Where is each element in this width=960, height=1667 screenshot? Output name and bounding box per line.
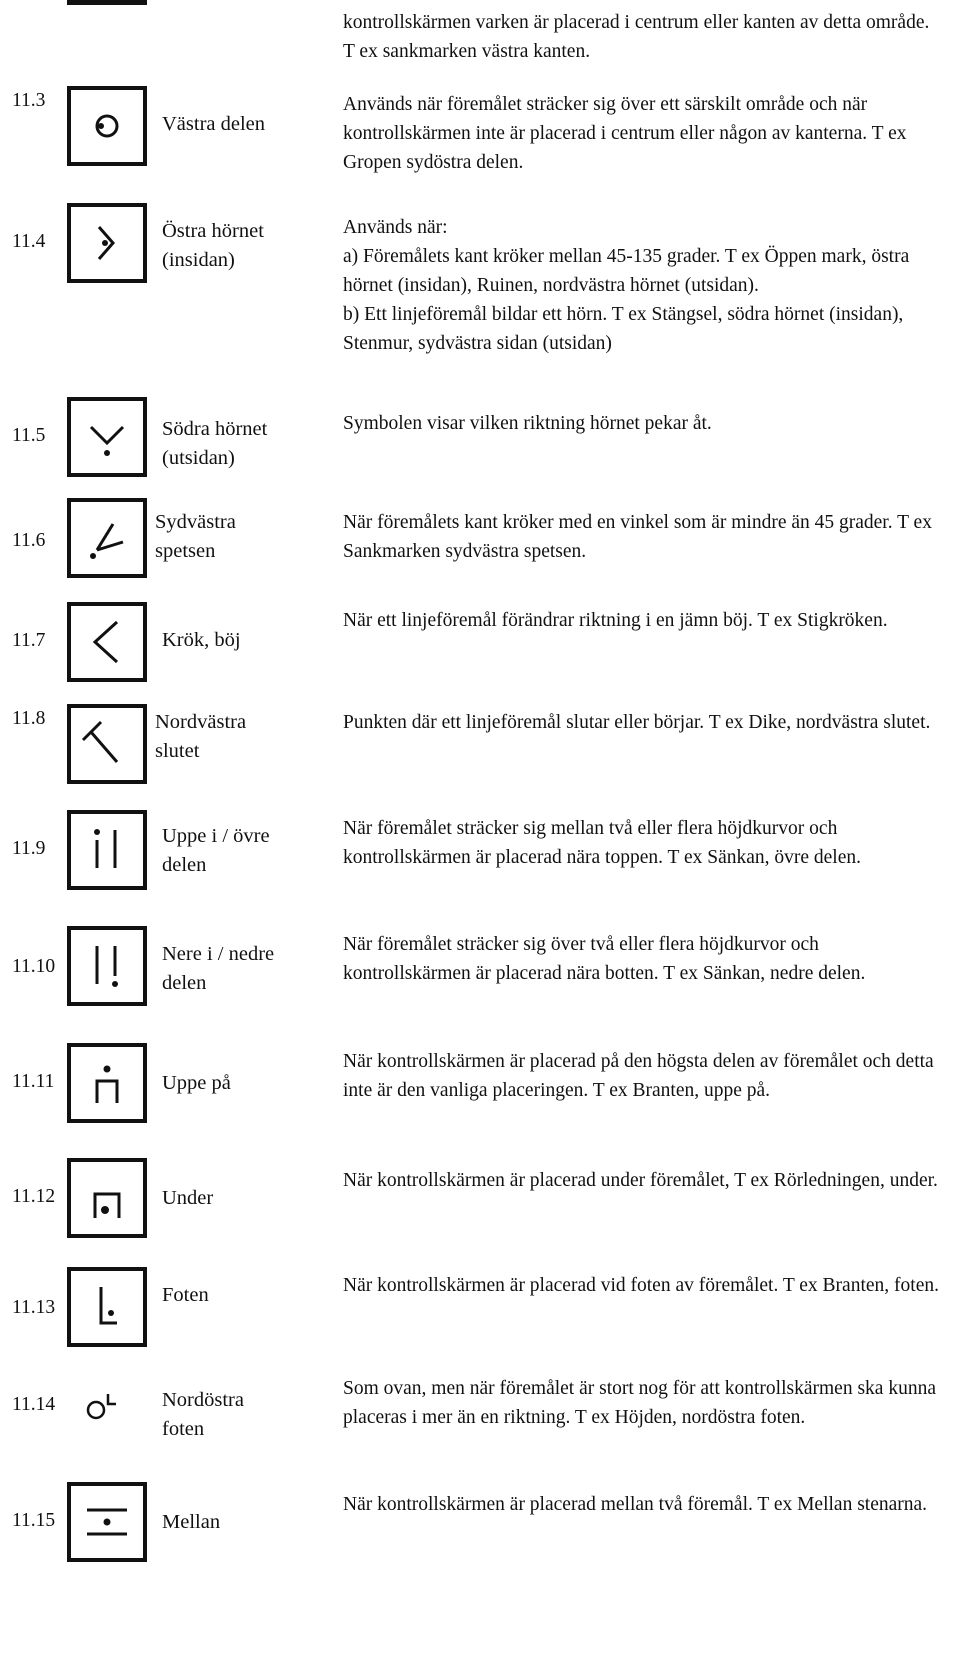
- symbol-description: När kontrollskärmen är placerad under föremålet, T ex Rörledningen, under.: [343, 1170, 938, 1191]
- symbol-number: 11.6: [12, 530, 46, 551]
- south-corner-outside-icon: [67, 397, 147, 477]
- symbol-name: Krök, böj: [162, 629, 241, 651]
- symbol-description: När kontrollskärmen är placerad mellan två föremål. T ex Mellan stenarna.: [343, 1494, 928, 1515]
- symbol-name: Nordvästra slutet: [155, 711, 247, 762]
- west-part-icon: [67, 86, 147, 166]
- symbol-number: 11.9: [12, 838, 46, 859]
- symbol-name: Nordöstra foten: [162, 1389, 244, 1440]
- symbol-number: 11.14: [12, 1394, 56, 1415]
- symbol-number: 11.5: [12, 425, 46, 446]
- symbol-description: Punkten där ett linjeföremål slutar eller börjar. T ex Dike, nordvästra slutet.: [343, 712, 931, 733]
- symbol-description: När föremålet sträcker sig över två eller flera höjdkurvor och kontrollskärmen är placerad nära botten. T ex Sänkan, nedre delen.: [343, 934, 866, 984]
- symbol-description: När kontrollskärmen är placerad vid foten av föremålet. T ex Branten, foten.: [343, 1275, 939, 1296]
- symbol-description: Som ovan, men när föremålet är stort nog för att kontrollskärmen ska kunna placeras i mer än en riktning. T ex Höjden, nordöstra foten.: [343, 1378, 936, 1428]
- symbol-name: Nere i / nedre delen: [162, 943, 275, 994]
- lower-part-icon: [67, 926, 147, 1006]
- symbol-description: När föremålets kant kröker med en vinkel som är mindre än 45 grader. T ex Sankmarken sydvästra spetsen.: [343, 512, 932, 562]
- symbol-number: 11.11: [12, 1071, 55, 1092]
- symbol-number: 11.7: [12, 630, 46, 651]
- symbol-name: Östra hörnet (insidan): [162, 220, 264, 271]
- symbol-description: När föremålet sträcker sig mellan två eller flera höjdkurvor och kontrollskärmen är placerad nära toppen. T ex Sänkan, övre delen.: [343, 818, 862, 868]
- foot-icon: [67, 1267, 147, 1347]
- symbol-name: Under: [162, 1187, 214, 1209]
- symbol-name: Uppe på: [162, 1072, 231, 1094]
- symbol-description: Används när föremålet sträcker sig över ett särskilt område och när kontrollskärmen inte är placerad i centrum eller någon av kanterna. T ex Gropen sydöstra delen.: [343, 94, 907, 173]
- symbol-number: 11.4: [12, 231, 46, 252]
- symbol-name: Foten: [162, 1284, 209, 1306]
- symbol-number: 11.3: [12, 90, 46, 111]
- symbol-description: När ett linjeföremål förändrar riktning i en jämn böj. T ex Stigkröken.: [343, 610, 888, 631]
- symbol-description: Används när: a) Föremålets kant kröker mellan 45-135 grader. T ex Öppen mark, östra hörnet (insidan), Ruinen, nordvästra hörnet (utsidan). b) Ett linjeföremål bildar ett hörn. T ex Stängsel, södra hörnet (insidan), Stenmur, sydvästra sidan (utsidan): [343, 217, 910, 354]
- symbol-number: 11.12: [12, 1186, 56, 1207]
- symbol-number: 11.8: [12, 708, 46, 729]
- symbol-frame-bottom-edge: [67, 0, 147, 5]
- symbol-number: 11.13: [12, 1297, 56, 1318]
- symbol-description: Symbolen visar vilken riktning hörnet pekar åt.: [343, 413, 712, 434]
- symbol-name: Uppe i / övre delen: [162, 825, 270, 876]
- upper-part-icon: [67, 810, 147, 890]
- northwest-end-icon: [67, 704, 147, 784]
- symbol-number: 11.15: [12, 1510, 56, 1531]
- between-icon: [67, 1482, 147, 1562]
- bend-icon: [67, 602, 147, 682]
- symbol-number: 11.10: [12, 956, 56, 977]
- symbol-name: Södra hörnet (utsidan): [162, 418, 268, 469]
- intro-text: kontrollskärmen varken är placerad i centrum eller kanten av detta område. T ex sankmarken västra kanten.: [343, 12, 930, 62]
- symbol-description: När kontrollskärmen är placerad på den högsta delen av föremålet och detta inte är den vanliga placeringen. T ex Branten, uppe på.: [343, 1051, 934, 1101]
- top-of-icon: [67, 1043, 147, 1123]
- southwest-tip-icon: [67, 498, 147, 578]
- beneath-icon: [67, 1158, 147, 1238]
- symbol-name: Västra delen: [162, 113, 266, 135]
- symbol-name: Sydvästra spetsen: [155, 511, 236, 562]
- symbol-name: Mellan: [162, 1511, 221, 1533]
- northeast-foot-icon: [82, 1390, 122, 1420]
- east-corner-inside-icon: [67, 203, 147, 283]
